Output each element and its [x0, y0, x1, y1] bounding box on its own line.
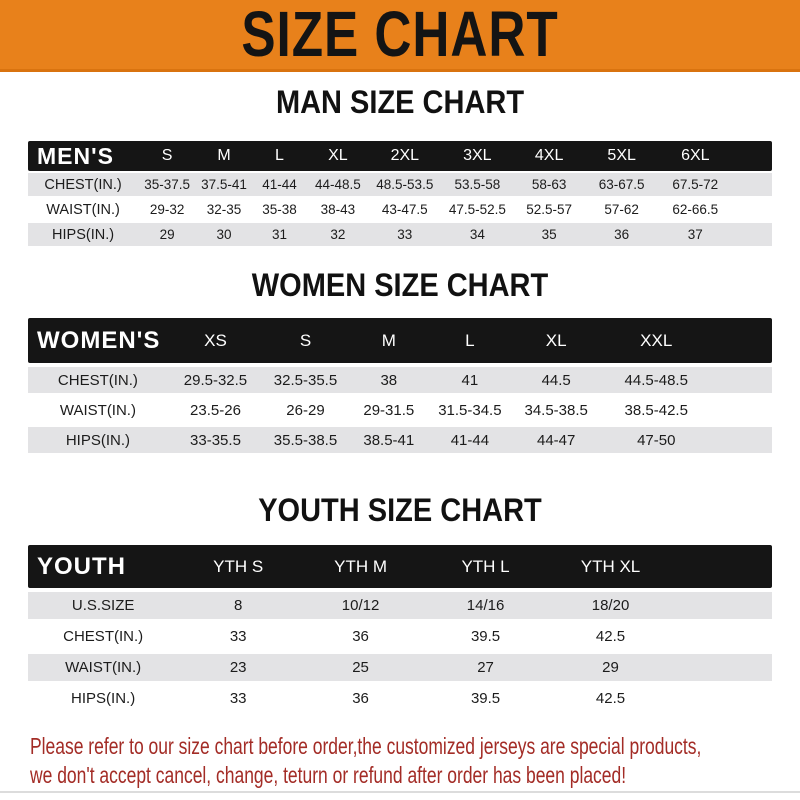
youth-ussize-xl: 18/20: [591, 597, 630, 614]
women-chest-row: [28, 367, 772, 393]
men-chest-m: 37.5-41: [201, 177, 247, 192]
men-waist-3xl: 47.5-52.5: [448, 202, 506, 217]
women-chest-xl: 44.5: [541, 371, 571, 389]
men-chest-3xl: 53.5-58: [454, 177, 501, 192]
youth-size-m: YTH M: [334, 556, 387, 576]
men-chest-5xl: 63-67.5: [598, 177, 645, 192]
youth-corner-label: YOUTH: [37, 552, 126, 580]
men-chest-s: 35-37.5: [144, 177, 191, 192]
disclaimer-line-1: Please refer to our size chart before order,the customized jerseys are special products,: [30, 733, 702, 759]
men-chest-l: 41-44: [262, 177, 297, 192]
men-chest-6xl: 67.5-72: [672, 177, 719, 192]
women-size-xl: XL: [545, 330, 567, 350]
men-waist-6xl: 62-66.5: [672, 202, 719, 217]
youth-ussize-s: 8: [234, 597, 243, 614]
youth-size-xl: YTH XL: [580, 556, 641, 576]
women-size-s: S: [299, 330, 312, 350]
youth-waist-m: 25: [352, 659, 369, 676]
disclaimer-line-2: we don't accept cancel, change, teturn or refund after order has been placed!: [30, 762, 627, 788]
men-size-5xl: 5XL: [607, 147, 636, 164]
men-chest-label: CHEST(IN.): [44, 176, 122, 193]
men-hips-label: HIPS(IN.): [52, 226, 115, 243]
women-waist-m: 29-31.5: [363, 401, 415, 419]
men-section-heading: MAN SIZE CHART: [275, 85, 525, 121]
size-chart-banner: [0, 0, 800, 72]
men-size-s: S: [161, 147, 173, 164]
youth-waist-s: 23: [229, 659, 247, 676]
men-chest-xl: 44-48.5: [314, 177, 361, 192]
women-waist-xl: 34.5-38.5: [524, 401, 588, 419]
men-corner-label: MEN'S: [37, 142, 114, 169]
banner-title: SIZE CHART: [241, 0, 559, 70]
youth-chest-label: CHEST(IN.): [63, 628, 144, 645]
youth-header-row: [28, 545, 772, 588]
men-size-4xl: 4XL: [534, 147, 564, 164]
women-size-table: [28, 318, 772, 453]
men-size-l: L: [275, 147, 284, 164]
women-waist-l: 31.5-34.5: [438, 401, 502, 419]
bottom-divider: [0, 791, 800, 793]
youth-chest-s: 33: [229, 628, 247, 645]
women-waist-xs: 23.5-26: [190, 401, 241, 419]
youth-chest-l: 39.5: [470, 628, 501, 645]
youth-waist-label: WAIST(IN.): [65, 659, 142, 676]
women-hips-xs: 33-35.5: [190, 431, 241, 449]
men-header-row: [28, 141, 772, 171]
youth-chest-xl: 42.5: [595, 628, 626, 645]
women-size-xs: XS: [204, 330, 227, 350]
women-chest-label: CHEST(IN.): [57, 371, 138, 389]
men-hips-row: [28, 223, 772, 246]
women-chest-s: 32.5-35.5: [273, 371, 338, 389]
women-chest-l: 41: [461, 371, 479, 389]
men-size-xl: XL: [328, 147, 348, 164]
youth-ussize-row: [28, 592, 772, 619]
men-waist-label: WAIST(IN.): [46, 201, 120, 218]
women-hips-m: 38.5-41: [363, 431, 415, 449]
youth-ussize-label: U.S.SIZE: [71, 597, 135, 614]
men-waist-4xl: 52.5-57: [526, 202, 573, 217]
men-hips-m: 30: [216, 227, 232, 242]
men-waist-5xl: 57-62: [604, 202, 639, 217]
youth-section-heading: YOUTH SIZE CHART: [258, 493, 542, 529]
men-hips-s: 29: [159, 227, 175, 242]
women-waist-label: WAIST(IN.): [59, 401, 136, 419]
youth-hips-row: [28, 685, 772, 712]
women-section-heading: WOMEN SIZE CHART: [251, 268, 549, 304]
men-size-m: M: [217, 147, 231, 164]
youth-hips-m: 36: [352, 690, 369, 707]
men-waist-l: 35-38: [262, 202, 297, 217]
women-chest-xs: 29.5-32.5: [183, 371, 248, 389]
women-size-m: M: [381, 330, 396, 350]
men-hips-2xl: 33: [397, 227, 413, 242]
women-waist-s: 26-29: [286, 401, 325, 419]
men-chest-4xl: 58-63: [531, 177, 567, 192]
youth-chest-m: 36: [352, 628, 369, 645]
men-waist-s: 29-32: [149, 202, 185, 217]
men-chest-2xl: 48.5-53.5: [376, 177, 434, 192]
youth-ussize-m: 10/12: [341, 597, 380, 614]
youth-ussize-l: 14/16: [466, 597, 505, 614]
men-hips-3xl: 34: [469, 227, 485, 242]
youth-waist-xl: 29: [602, 659, 619, 676]
men-size-6xl: 6XL: [681, 147, 710, 164]
youth-hips-l: 39.5: [470, 690, 501, 707]
men-size-3xl: 3XL: [463, 147, 492, 164]
youth-size-s: YTH S: [213, 556, 264, 576]
women-size-l: L: [465, 330, 475, 350]
women-corner-label: WOMEN'S: [37, 326, 161, 354]
men-chest-row: [28, 173, 772, 196]
men-hips-l: 31: [271, 227, 287, 242]
women-waist-xxl: 38.5-42.5: [624, 401, 688, 419]
men-waist-xl: 38-43: [320, 202, 356, 217]
women-hips-s: 35.5-38.5: [273, 431, 338, 449]
youth-hips-label: HIPS(IN.): [71, 690, 136, 707]
women-hips-xxl: 47-50: [637, 431, 676, 449]
men-hips-4xl: 35: [541, 227, 557, 242]
youth-hips-xl: 42.5: [595, 690, 626, 707]
youth-size-l: YTH L: [461, 556, 510, 576]
women-hips-xl: 44-47: [537, 431, 576, 449]
men-waist-2xl: 43-47.5: [381, 202, 428, 217]
men-waist-row: [28, 198, 772, 221]
men-waist-m: 32-35: [206, 202, 242, 217]
youth-waist-row: [28, 654, 772, 681]
youth-hips-s: 33: [229, 690, 247, 707]
youth-chest-row: [28, 623, 772, 650]
women-chest-xxl: 44.5-48.5: [624, 371, 688, 389]
disclaimer: [0, 732, 800, 790]
women-waist-row: [28, 397, 772, 423]
women-hips-row: [28, 427, 772, 453]
women-size-xxl: XXL: [640, 330, 673, 350]
youth-size-table: [28, 545, 772, 712]
youth-waist-l: 27: [477, 659, 494, 676]
women-hips-l: 41-44: [450, 431, 490, 449]
women-header-row: [28, 318, 772, 363]
men-hips-5xl: 36: [614, 227, 630, 242]
men-hips-xl: 32: [330, 227, 346, 242]
women-chest-m: 38: [380, 371, 398, 389]
men-hips-6xl: 37: [687, 227, 703, 242]
women-hips-label: HIPS(IN.): [65, 431, 131, 449]
men-size-2xl: 2XL: [390, 147, 420, 164]
men-size-table: [28, 141, 772, 246]
